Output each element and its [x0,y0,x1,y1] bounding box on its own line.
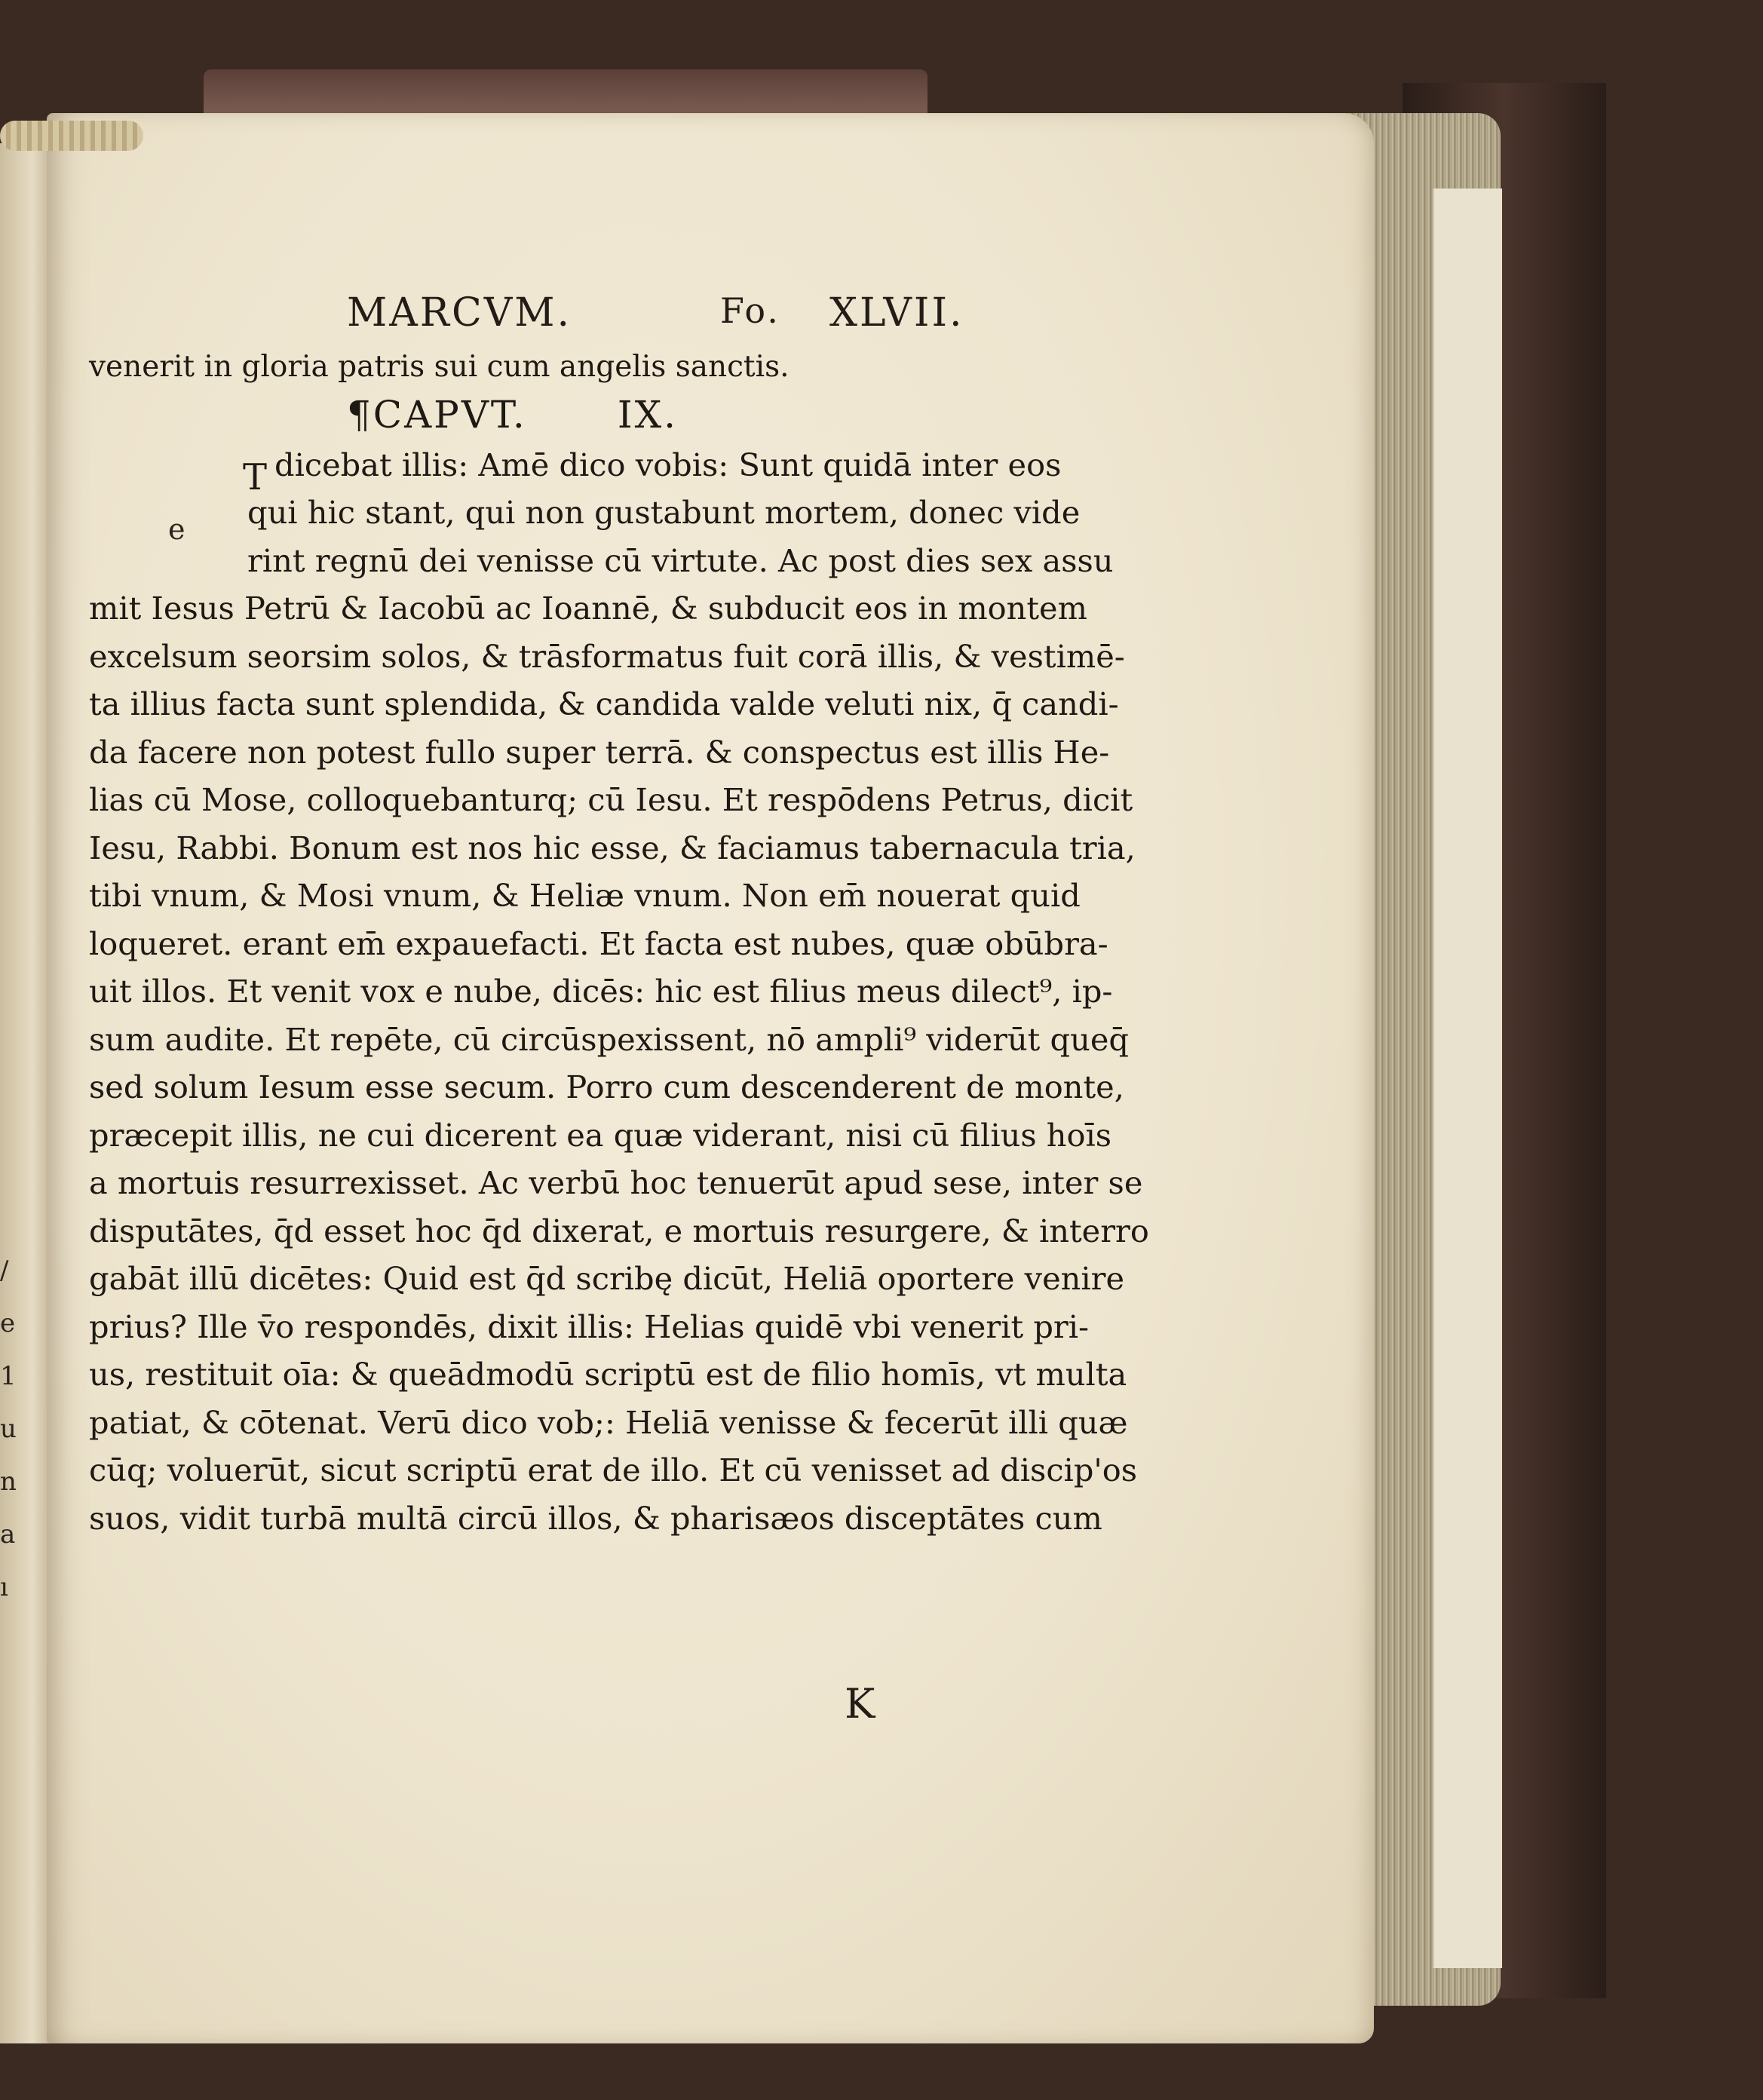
text-line: us, restituit oīa: & queādmodū scriptū est de filio homīs, vt multa [89,1356,1127,1393]
chapter-number: IX. [617,392,679,437]
folio-abbrev: Fo. [720,290,780,331]
body-text [89,343,1149,1542]
text-line: disputātes, q̄d esset hoc q̄d dixerat, e mortuis resurgere, & interro [89,1212,1149,1249]
text-line: mit Iesus Petrū & Iacobū ac Ioannē, & subducit eos in montem [89,590,1087,627]
signature-mark: K [845,1680,875,1728]
text-line: Iesu, Rabbi. Bonum est nos hic esse, & faciamus tabernacula tria, [89,829,1136,866]
text-line: loqueret. erant em̄ expauefacti. Et facta est nubes, quæ obūbra- [89,924,1108,962]
text-line: a mortuis resurrexisset. Ac verbū hoc tenuerūt apud sese, inter se [89,1164,1143,1201]
running-title: MARCVM. [347,290,572,336]
binding-thread [0,121,143,151]
text-line: da facere non potest fullo super terrā. & conspectus est illis He- [89,733,1110,771]
text-line: patiat, & cōtenat. Verū dico vob;: Heliā venisse & fecerūt illi quæ [89,1403,1128,1441]
text-line: venerit in gloria patris sui cum angelis sanctis. [89,350,790,384]
text-line: gabāt illū dicētes: Quid est q̄d scribę dicūt, Heliā oportere venire [89,1260,1125,1297]
chapter-label: ¶CAPVT. [347,392,527,437]
text-line: sed solum Iesum esse secum. Porro cum descenderent de monte, [89,1068,1124,1105]
margin-char: / [0,1255,9,1286]
text-line: dicebat illis: Amē dico vobis: Sunt quidā inter eos [274,446,1062,483]
running-header [347,290,995,351]
margin-char: a [0,1519,16,1550]
margin-char: e [0,1308,16,1338]
text-line: prius? Ille v̄o respondēs, dixit illis: Helias quidē vbi venerit pri- [89,1308,1090,1345]
text-line: ta illius facta sunt splendida, & candida valde veluti nix, q̄ candi- [89,685,1119,722]
text-line: lias cū Mose, colloquebanturq; cū Iesu. Et respōdens Petrus, dicit [89,781,1133,818]
text-line: sum audite. Et repēte, cū circūspexissent, nō ampli⁹ viderūt queq̄ [89,1020,1129,1058]
margin-note: e [168,513,185,546]
text-line: tibi vnum, & Mosi vnum, & Heliæ vnum. Non em̄ nouerat quid [89,877,1081,914]
text-line: qui hic stant, qui non gustabunt mortem, donec vide [247,494,1081,531]
initial-letter: T [243,456,268,498]
margin-char: n [0,1467,17,1497]
text-line: præcepit illis, ne cui dicerent ea quæ viderant, nisi cū filius hoīs [89,1116,1112,1154]
margin-char: 1 [0,1361,17,1391]
text-line: suos, vidit turbā multā circū illos, & pharisæos disceptātes cum [89,1499,1102,1537]
flyleaf [1433,189,1502,1968]
text-line: rint regnū dei venisse cū virtute. Ac post dies sex assu [247,541,1114,579]
text-line: excelsum seorsim solos, & trāsformatus fuit corā illis, & vestimē- [89,637,1125,675]
folio-number: XLVII. [829,290,964,336]
margin-char: ı [0,1572,8,1602]
left-page-margin-text [0,1244,53,1614]
text-line: uit illos. Et venit vox e nube, dicēs: hic est filius meus dilect⁹, ip- [89,973,1113,1010]
margin-char: u [0,1414,17,1444]
text-line: cūq; voluerūt, sicut scriptū erat de illo. Et cū venisset ad discip'os [89,1452,1138,1488]
chapter-heading [89,391,1039,441]
